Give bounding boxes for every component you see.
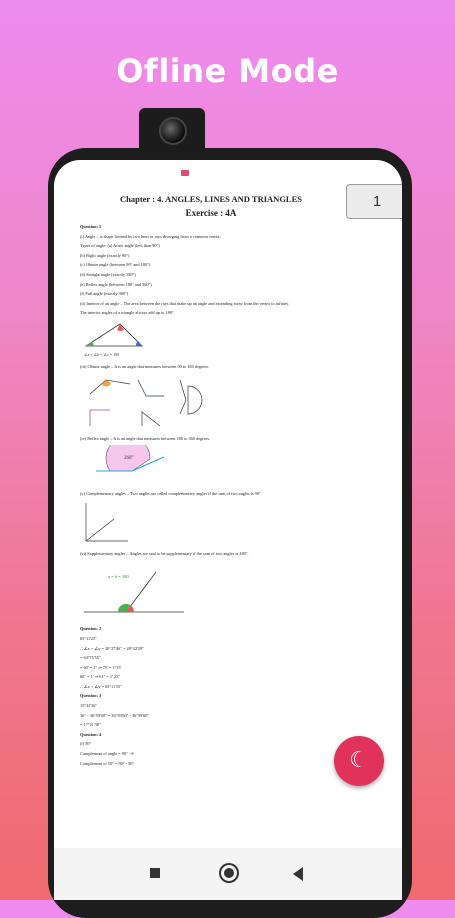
text-line: 65°11'25" — [80, 635, 97, 641]
text-line: = 64°75'55" — [80, 655, 101, 661]
text-line: The interior angles of a triangle always add up to 180°. — [80, 310, 175, 316]
figure-caption: a + b = 180 — [108, 574, 129, 580]
text-line: Complement of 50° = 90° - 50° — [80, 760, 135, 766]
complementary-angle-figure — [80, 501, 140, 547]
text-line: = 17°21'38" — [80, 722, 101, 728]
text-line: (d) Straight angle (exactly 180°) — [80, 271, 136, 277]
back-button[interactable] — [268, 848, 328, 900]
recents-button[interactable] — [126, 848, 186, 900]
pdf-page[interactable] — [80, 194, 342, 770]
text-line: ∴ ∠x + ∠y = 65°11'55" — [80, 683, 122, 689]
text-line: (c) Obtuse angle (between 90° and 180°) — [80, 262, 151, 268]
text-line: 36° - 36°59'60" = 36°59'60" - 36°59'60" — [80, 712, 150, 718]
circle-icon — [221, 865, 237, 881]
text-line: (e) Reflex angle (between 180° and 360°) — [80, 281, 152, 287]
page-number-indicator: 1 — [346, 184, 402, 219]
supplementary-angle-figure — [80, 560, 190, 622]
popup-camera — [139, 108, 205, 154]
text-line: (i) Angle – is shape formed by two lines or rays diverging from a common vertex. — [80, 233, 221, 239]
text-line: 15°32'36" — [80, 703, 98, 709]
night-mode-button[interactable] — [334, 736, 384, 786]
triangle-figure — [80, 320, 160, 360]
moon-icon: ☾ — [349, 748, 369, 773]
text-line: Complement of angle = 90° - θ — [80, 751, 134, 757]
system-nav-bar — [54, 848, 402, 900]
exercise-title: Exercise : 4A — [185, 208, 237, 218]
reflex-angle-figure — [80, 445, 190, 487]
text-line: Types of angle: (a) Acute angle (less than 90°) — [80, 243, 160, 249]
text-line: (f) Full angle (exactly 360°) — [80, 291, 129, 297]
figure-caption: 260° — [124, 456, 134, 462]
text-line: ∴ ∠x + ∠y = 30°27'46" + 28°42'29" — [80, 645, 144, 651]
chapter-title: Chapter : 4. ANGLES, LINES AND TRIANGLES — [119, 194, 302, 204]
status-indicator-icon — [181, 170, 189, 176]
text-line: (iii) Obtuse angle – It is an angle that measures between 90 to 180 degrees. — [80, 363, 209, 369]
question-label: Question: 4 — [80, 731, 102, 737]
text-line: (ii) Interior of an angle – The area between the rays that make up an angle and extending away from the vertex to infinity. — [80, 300, 290, 306]
text-line: (v) Complementary angles – Two angles are called complementary angles if the sum of two angles is 90°. — [80, 491, 262, 497]
question-label: Question: 1 — [80, 224, 102, 229]
text-line: = 60' = 1° ⇒ 75' = 1°15' — [80, 664, 122, 670]
text-line: 60" = 1' ⇒ 61" = 1' 25" — [80, 674, 120, 680]
text-line: (iv) Reflex angle – It is an angle that measures between 180 to 360 degrees. — [80, 435, 211, 441]
text-line: (i) 50° — [80, 741, 92, 747]
square-icon — [150, 868, 160, 878]
obtuse-angle-figure — [80, 374, 230, 432]
question-label: Question: 2 — [80, 626, 102, 632]
text-line: (vi) Supplementary angles – Angles are said to be supplementary if the sum of two angles is 180°. — [80, 550, 249, 556]
home-button[interactable] — [198, 848, 258, 900]
headline: Ofline Mode — [116, 52, 339, 90]
triangle-back-icon — [293, 867, 303, 881]
text-line: (b) Right angle (exactly 90°) — [80, 252, 130, 258]
figure-caption: ∠a + ∠b + ∠c = 180 — [84, 351, 120, 357]
question-label: Question: 3 — [80, 693, 102, 699]
camera-lens — [159, 117, 187, 145]
app-screen — [54, 160, 402, 900]
